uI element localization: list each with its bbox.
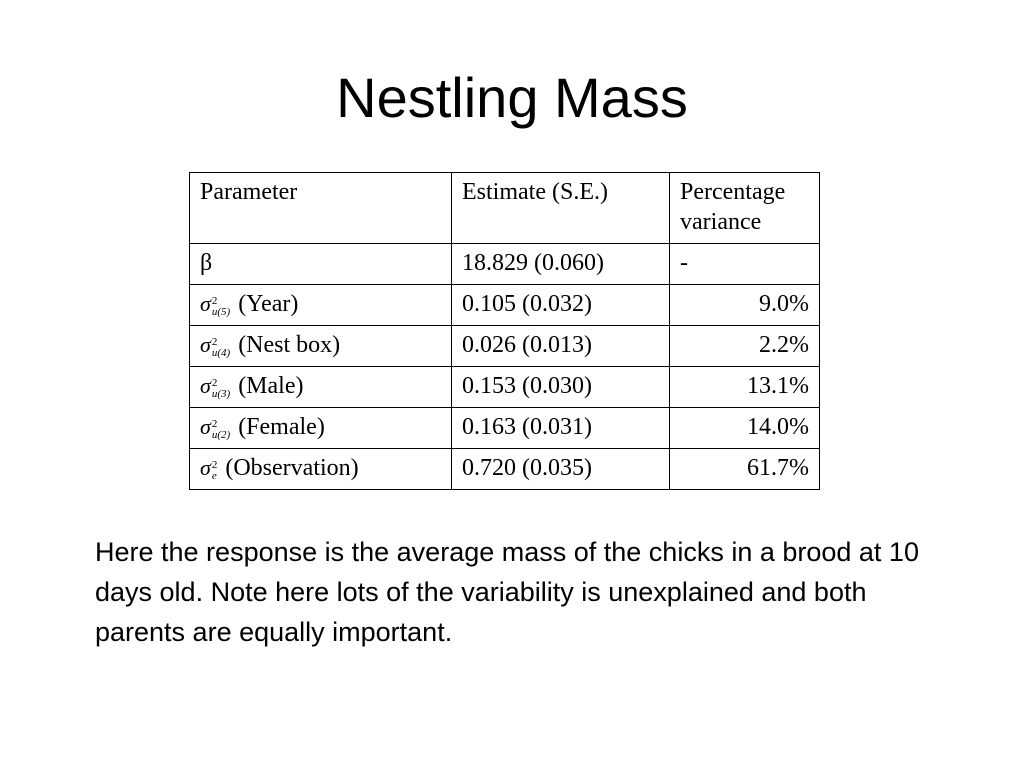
parameter-cell xyxy=(190,285,452,326)
estimate-cell: 0.720 (0.035) xyxy=(452,449,670,490)
table-row xyxy=(190,449,820,490)
parameter-table xyxy=(189,172,820,490)
superscript: 2 xyxy=(211,336,218,348)
sigma-symbol: σ xyxy=(200,373,211,398)
percentage-cell: 13.1% xyxy=(670,367,820,408)
estimate-cell: 0.163 (0.031) xyxy=(452,408,670,449)
sigma-indices xyxy=(212,337,230,359)
subscript: u(3) xyxy=(211,388,231,400)
beta-symbol: β xyxy=(200,250,213,276)
table-row xyxy=(190,367,820,408)
percentage-cell: 14.0% xyxy=(670,408,820,449)
estimate-cell: 0.153 (0.030) xyxy=(452,367,670,408)
percentage-cell: 2.2% xyxy=(670,326,820,367)
header-parameter: Parameter xyxy=(190,173,452,244)
superscript: 2 xyxy=(211,377,218,389)
estimate-cell: 0.026 (0.013) xyxy=(452,326,670,367)
parameter-label: (Year) xyxy=(238,291,299,317)
subscript: u(4) xyxy=(211,347,231,359)
table-header-row xyxy=(190,173,820,244)
estimate-cell: 18.829 (0.060) xyxy=(452,244,670,285)
slide-title: Nestling Mass xyxy=(336,66,688,129)
sigma-symbol: σ xyxy=(200,291,211,316)
parameter-label: (Observation) xyxy=(225,455,359,481)
percentage-cell: - xyxy=(670,244,820,285)
sigma-indices xyxy=(212,460,218,482)
header-percentage: Percentage variance xyxy=(670,173,820,244)
table-row xyxy=(190,326,820,367)
caption-text: Here the response is the average mass of the chicks in a brood at 10 days old. Note here lots of the variability is unexplained and both parents are equally important. xyxy=(95,537,919,647)
table-row xyxy=(190,408,820,449)
parameter-cell xyxy=(190,326,452,367)
superscript: 2 xyxy=(211,295,218,307)
parameter-label: (Nest box) xyxy=(238,332,341,358)
parameter-cell xyxy=(190,449,452,490)
parameter-cell xyxy=(190,367,452,408)
subscript: e xyxy=(211,470,217,482)
percentage-cell: 9.0% xyxy=(670,285,820,326)
percentage-cell: 61.7% xyxy=(670,449,820,490)
parameter-label: (Female) xyxy=(238,414,325,440)
parameter-cell xyxy=(190,244,452,285)
superscript: 2 xyxy=(211,418,218,430)
estimate-cell: 0.105 (0.032) xyxy=(452,285,670,326)
sigma-indices xyxy=(212,296,230,318)
parameter-cell xyxy=(190,408,452,449)
subscript: u(2) xyxy=(211,429,231,441)
sigma-symbol: σ xyxy=(200,414,211,439)
superscript: 2 xyxy=(211,459,218,471)
table-row xyxy=(190,244,820,285)
sigma-indices xyxy=(212,378,230,400)
sigma-indices xyxy=(212,419,230,441)
table-row xyxy=(190,285,820,326)
subscript: u(5) xyxy=(211,306,231,318)
sigma-symbol: σ xyxy=(200,332,211,357)
header-estimate: Estimate (S.E.) xyxy=(452,173,670,244)
sigma-symbol: σ xyxy=(200,455,211,480)
parameter-label: (Male) xyxy=(238,373,304,399)
